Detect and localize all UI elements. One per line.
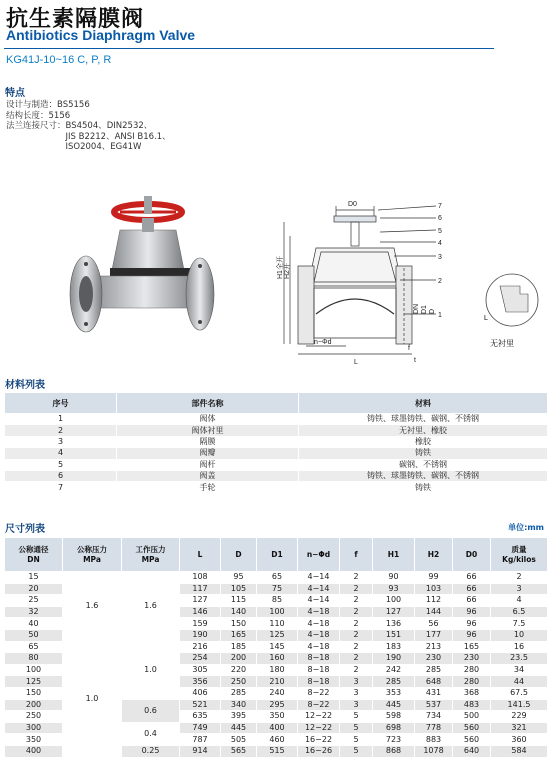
- dimension-cell: 56: [415, 618, 453, 630]
- material-cell: 橡胶: [299, 436, 548, 447]
- material-row: [5, 448, 548, 459]
- detail-letter: L: [484, 315, 488, 322]
- dimension-cell: 2: [491, 572, 548, 584]
- dimension-cell: 406: [180, 687, 221, 699]
- dimension-col-header: H1: [373, 538, 415, 572]
- dimension-cell: 8−18: [298, 664, 340, 676]
- dimension-cell: 240: [257, 687, 298, 699]
- dimension-cell: 200: [221, 653, 257, 665]
- feature-row: [6, 100, 171, 111]
- dimension-cell: 2: [340, 583, 373, 595]
- material-cell: 手轮: [117, 482, 299, 493]
- valve-photo: [60, 190, 220, 365]
- dimension-cell: 67.5: [491, 687, 548, 699]
- dimension-cell: 648: [415, 676, 453, 688]
- dimension-cell: 8−18: [298, 676, 340, 688]
- dimension-cell: 20: [5, 583, 63, 595]
- dimension-cell: 280: [453, 664, 491, 676]
- dimension-cell: 537: [415, 699, 453, 711]
- dimension-cell: 103: [415, 583, 453, 595]
- dimension-col-header: n−Φd: [298, 538, 340, 572]
- material-cell: 铸铁、球墨铸铁、碳钢、不锈钢: [299, 470, 548, 481]
- dimension-cell: 146: [180, 606, 221, 618]
- dimension-cell: 200: [5, 699, 63, 711]
- drawing-label-1: 1: [438, 312, 442, 319]
- dimension-cell: 254: [180, 653, 221, 665]
- dimension-cell: 141.5: [491, 699, 548, 711]
- feature-value: BS5156: [57, 100, 90, 110]
- dimension-col-header: D: [221, 538, 257, 572]
- dimension-cell: 93: [373, 583, 415, 595]
- dimension-cell: 1.6: [122, 572, 180, 642]
- dimension-cell: 598: [373, 711, 415, 723]
- dimension-cell: 229: [491, 711, 548, 723]
- dimension-cell: 778: [415, 722, 453, 734]
- dimension-cell: 883: [415, 734, 453, 746]
- dimension-cell: 723: [373, 734, 415, 746]
- materials-col-no: 序号: [5, 393, 117, 414]
- drawing-label-7: 7: [438, 203, 442, 210]
- dimension-cell: 127: [180, 595, 221, 607]
- materials-col-material: 材料: [299, 393, 548, 414]
- material-cell: 无衬里、橡胶: [299, 425, 548, 436]
- dimension-cell: 96: [453, 618, 491, 630]
- dimension-cell: 15: [5, 572, 63, 584]
- material-cell: 5: [5, 459, 117, 470]
- drawing-label-nd: n−Φd: [314, 339, 332, 346]
- dimension-cell: 99: [415, 572, 453, 584]
- dimension-cell: 353: [373, 687, 415, 699]
- drawing-label-3: 3: [438, 254, 442, 261]
- dimensions-unit: 单位:mm: [508, 523, 544, 532]
- dimension-cell: 144: [415, 606, 453, 618]
- material-row: [5, 470, 548, 481]
- dimension-col-header: L: [180, 538, 221, 572]
- dimension-col-header: 工作压力 MPa: [122, 538, 180, 572]
- dimension-cell: 6.5: [491, 606, 548, 618]
- feature-label: 法兰连接尺寸：: [6, 121, 66, 131]
- dimension-cell: 360: [491, 734, 548, 746]
- dimension-cell: 66: [453, 583, 491, 595]
- dimension-cell: 65: [5, 641, 63, 653]
- dimension-cell: 868: [373, 745, 415, 757]
- material-cell: 铸铁、球墨铸铁、碳钢、不锈钢: [299, 414, 548, 425]
- drawing-label-l: L: [354, 359, 358, 366]
- dimension-cell: 213: [415, 641, 453, 653]
- dimension-cell: 460: [257, 734, 298, 746]
- drawing-label-5: 5: [438, 228, 442, 235]
- dimension-cell: 136: [373, 618, 415, 630]
- material-cell: 阀盖: [117, 470, 299, 481]
- material-cell: 7: [5, 482, 117, 493]
- feature-label: 结构长度：: [6, 110, 49, 121]
- dimensions-heading: 尺寸列表: [5, 524, 45, 535]
- dimension-cell: 96: [453, 606, 491, 618]
- dimension-cell: 44: [491, 676, 548, 688]
- feature-value: 5156: [48, 110, 71, 121]
- dimension-cell: 105: [221, 583, 257, 595]
- material-cell: 阀体衬里: [117, 425, 299, 436]
- dimension-cell: 3: [340, 687, 373, 699]
- dimension-cell: 100: [373, 595, 415, 607]
- dimension-cell: 1.0: [122, 641, 180, 699]
- dimension-cell: 787: [180, 734, 221, 746]
- dimension-cell: 4−14: [298, 572, 340, 584]
- dimension-col-header: D0: [453, 538, 491, 572]
- dimension-cell: 305: [180, 664, 221, 676]
- drawing-label-d0: D0: [348, 201, 357, 208]
- dimension-col-header: 公称压力 MPa: [63, 538, 122, 572]
- dimension-cell: 242: [373, 664, 415, 676]
- dimension-cell: 5: [340, 711, 373, 723]
- dimension-col-header: D1: [257, 538, 298, 572]
- dimension-cell: 80: [5, 653, 63, 665]
- dimension-cell: 151: [373, 629, 415, 641]
- dimension-cell: 40: [5, 618, 63, 630]
- material-row: [5, 414, 548, 425]
- features-list: [6, 100, 171, 153]
- dimension-cell: 100: [5, 664, 63, 676]
- dimension-cell: 321: [491, 722, 548, 734]
- dimension-cell: 216: [180, 641, 221, 653]
- dimension-row: [5, 641, 548, 653]
- dimension-cell: 285: [221, 687, 257, 699]
- dimension-cell: 3: [491, 583, 548, 595]
- feature-row: [6, 111, 171, 122]
- material-cell: 阀瓣: [117, 448, 299, 459]
- drawing-label-d1: D1: [421, 305, 428, 314]
- dimension-cell: 16−26: [298, 745, 340, 757]
- dimension-cell: 565: [221, 745, 257, 757]
- dimension-cell: 8−18: [298, 653, 340, 665]
- dimension-cell: 395: [221, 711, 257, 723]
- dimensions-table: [4, 537, 548, 758]
- drawing-label-dn: DN: [413, 303, 420, 314]
- materials-heading: 材料列表: [5, 380, 45, 391]
- material-row: [5, 436, 548, 447]
- drawing-label-d: D: [429, 308, 436, 314]
- dimension-cell: 2: [340, 595, 373, 607]
- dimension-cell: 4−18: [298, 618, 340, 630]
- dimension-cell: 220: [221, 664, 257, 676]
- dimension-cell: 5: [340, 722, 373, 734]
- dimension-cell: 183: [373, 641, 415, 653]
- dimension-cell: 125: [257, 629, 298, 641]
- dimension-cell: 505: [221, 734, 257, 746]
- dimension-cell: 2: [340, 653, 373, 665]
- dimension-cell: 250: [221, 676, 257, 688]
- dimension-cell: 177: [415, 629, 453, 641]
- dimension-cell: 295: [257, 699, 298, 711]
- detail-no-lining-drawing: [476, 266, 548, 356]
- dimension-cell: 34: [491, 664, 548, 676]
- dimension-cell: 4−18: [298, 629, 340, 641]
- dimension-cell: 150: [221, 618, 257, 630]
- dimension-cell: 50: [5, 629, 63, 641]
- dimension-cell: 356: [180, 676, 221, 688]
- dimension-cell: 749: [180, 722, 221, 734]
- feature-row: [6, 121, 171, 153]
- dimension-cell: 4−18: [298, 606, 340, 618]
- dimension-cell: 2: [340, 641, 373, 653]
- dimension-cell: 3: [340, 699, 373, 711]
- dimension-cell: 2: [340, 629, 373, 641]
- dimension-cell: 285: [415, 664, 453, 676]
- dimension-cell: 112: [415, 595, 453, 607]
- dimension-cell: 115: [221, 595, 257, 607]
- valve-section-drawing: [276, 196, 476, 366]
- drawing-label-t: t: [414, 357, 416, 364]
- dimension-cell: 0.4: [122, 722, 180, 745]
- dimension-cell: 914: [180, 745, 221, 757]
- dimension-cell: 8−22: [298, 687, 340, 699]
- dimension-cell: 4: [491, 595, 548, 607]
- dimension-col-header: 质量 Kg/kilos: [491, 538, 548, 572]
- model-number: KG41J-10~16 C, P, R: [6, 54, 112, 66]
- dimension-cell: 5: [340, 734, 373, 746]
- dimension-cell: 66: [453, 595, 491, 607]
- dimension-col-header: 公称通径 DN: [5, 538, 63, 572]
- dimension-cell: 25: [5, 595, 63, 607]
- dimension-cell: 75: [257, 583, 298, 595]
- drawing-label-6: 6: [438, 215, 442, 222]
- dimension-cell: 515: [257, 745, 298, 757]
- dimension-cell: 127: [373, 606, 415, 618]
- dimension-cell: 350: [257, 711, 298, 723]
- dimension-cell: 0.25: [122, 745, 180, 757]
- dimension-cell: 280: [453, 676, 491, 688]
- material-cell: 铸铁: [299, 448, 548, 459]
- dimension-cell: 12−22: [298, 711, 340, 723]
- material-row: [5, 482, 548, 493]
- page-title-en: Antibiotics Diaphragm Valve: [6, 27, 196, 43]
- dimension-cell: 140: [221, 606, 257, 618]
- page-title-cn: 抗生素隔膜阀: [6, 7, 145, 32]
- dimension-cell: 350: [5, 734, 63, 746]
- dimension-cell: 180: [257, 664, 298, 676]
- dimension-cell: 500: [453, 711, 491, 723]
- dimension-cell: 16: [491, 641, 548, 653]
- material-row: [5, 425, 548, 436]
- material-cell: 阀杆: [117, 459, 299, 470]
- dimension-cell: 230: [453, 653, 491, 665]
- dimension-cell: 2: [340, 618, 373, 630]
- dimension-cell: 521: [180, 699, 221, 711]
- dimension-cell: 108: [180, 572, 221, 584]
- drawing-label-4: 4: [438, 240, 442, 247]
- dimension-cell: 23.5: [491, 653, 548, 665]
- material-cell: 隔膜: [117, 436, 299, 447]
- material-cell: 1: [5, 414, 117, 425]
- dimension-cell: 125: [5, 676, 63, 688]
- detail-caption: 无衬里: [490, 339, 514, 348]
- dimension-cell: 95: [221, 572, 257, 584]
- dimension-cell: 431: [415, 687, 453, 699]
- material-cell: 6: [5, 470, 117, 481]
- materials-col-part: 部件名称: [117, 393, 299, 414]
- dimension-cell: 2: [340, 606, 373, 618]
- dimension-cell: 16−22: [298, 734, 340, 746]
- dimension-cell: 90: [373, 572, 415, 584]
- dimension-cell: 12−22: [298, 722, 340, 734]
- dimension-cell: 165: [453, 641, 491, 653]
- dimension-cell: 210: [257, 676, 298, 688]
- dimension-cell: 4−14: [298, 595, 340, 607]
- dimension-cell: 159: [180, 618, 221, 630]
- dimension-cell: 560: [453, 722, 491, 734]
- feature-value: BS4504、DIN2532、 JIS B2212、ANSI B16.1、 ISO2004、EG41W: [65, 121, 171, 152]
- dimension-cell: 65: [257, 572, 298, 584]
- dimension-cell: 96: [453, 629, 491, 641]
- dimension-cell: 400: [257, 722, 298, 734]
- dimension-cell: 2: [340, 572, 373, 584]
- dimension-cell: 117: [180, 583, 221, 595]
- dimension-cell: 66: [453, 572, 491, 584]
- feature-label: 设计与制造：: [6, 100, 58, 110]
- material-cell: 碳钢、不锈钢: [299, 459, 548, 470]
- dimension-cell: 400: [5, 745, 63, 757]
- dimension-cell: 635: [180, 711, 221, 723]
- dimension-cell: 1.6: [63, 572, 122, 642]
- dimension-cell: 640: [453, 745, 491, 757]
- dimension-cell: 1078: [415, 745, 453, 757]
- materials-table: [4, 392, 548, 494]
- dimension-cell: 230: [415, 653, 453, 665]
- dimension-cell: 32: [5, 606, 63, 618]
- dimension-cell: 445: [221, 722, 257, 734]
- dimension-cell: 185: [221, 641, 257, 653]
- dimension-cell: 698: [373, 722, 415, 734]
- dimension-cell: 110: [257, 618, 298, 630]
- drawing-label-h1: H1全开: [277, 256, 284, 279]
- dimension-cell: 150: [5, 687, 63, 699]
- dimension-col-header: f: [340, 538, 373, 572]
- material-row: [5, 459, 548, 470]
- material-cell: 3: [5, 436, 117, 447]
- dimension-cell: 285: [373, 676, 415, 688]
- dimension-cell: 2: [340, 664, 373, 676]
- dimension-cell: 8−22: [298, 699, 340, 711]
- dimension-cell: 560: [453, 734, 491, 746]
- dimension-cell: 0.6: [122, 699, 180, 722]
- dimension-cell: 190: [180, 629, 221, 641]
- title-divider: [4, 48, 494, 49]
- dimension-cell: 1.0: [63, 641, 122, 757]
- dimension-cell: 7.5: [491, 618, 548, 630]
- dimension-cell: 4−14: [298, 583, 340, 595]
- dimension-cell: 4−18: [298, 641, 340, 653]
- dimension-cell: 165: [221, 629, 257, 641]
- dimension-cell: 10: [491, 629, 548, 641]
- dimension-cell: 368: [453, 687, 491, 699]
- drawing-label-f: f: [408, 345, 410, 352]
- material-cell: 4: [5, 448, 117, 459]
- drawing-label-2: 2: [438, 278, 442, 285]
- dimension-cell: 340: [221, 699, 257, 711]
- dimension-cell: 160: [257, 653, 298, 665]
- dimension-cell: 584: [491, 745, 548, 757]
- dimension-cell: 3: [340, 676, 373, 688]
- dimension-cell: 85: [257, 595, 298, 607]
- dimension-cell: 300: [5, 722, 63, 734]
- dimension-cell: 445: [373, 699, 415, 711]
- dimension-col-header: H2: [415, 538, 453, 572]
- material-cell: 阀体: [117, 414, 299, 425]
- drawing-label-h2: H2开: [284, 263, 291, 279]
- dimension-cell: 145: [257, 641, 298, 653]
- dimension-cell: 5: [340, 745, 373, 757]
- dimension-cell: 100: [257, 606, 298, 618]
- dimension-cell: 483: [453, 699, 491, 711]
- material-cell: 铸铁: [299, 482, 548, 493]
- dimension-cell: 734: [415, 711, 453, 723]
- dimension-cell: 190: [373, 653, 415, 665]
- dimension-row: [5, 572, 548, 584]
- dimension-cell: 250: [5, 711, 63, 723]
- material-cell: 2: [5, 425, 117, 436]
- features-heading: 特点: [5, 88, 25, 99]
